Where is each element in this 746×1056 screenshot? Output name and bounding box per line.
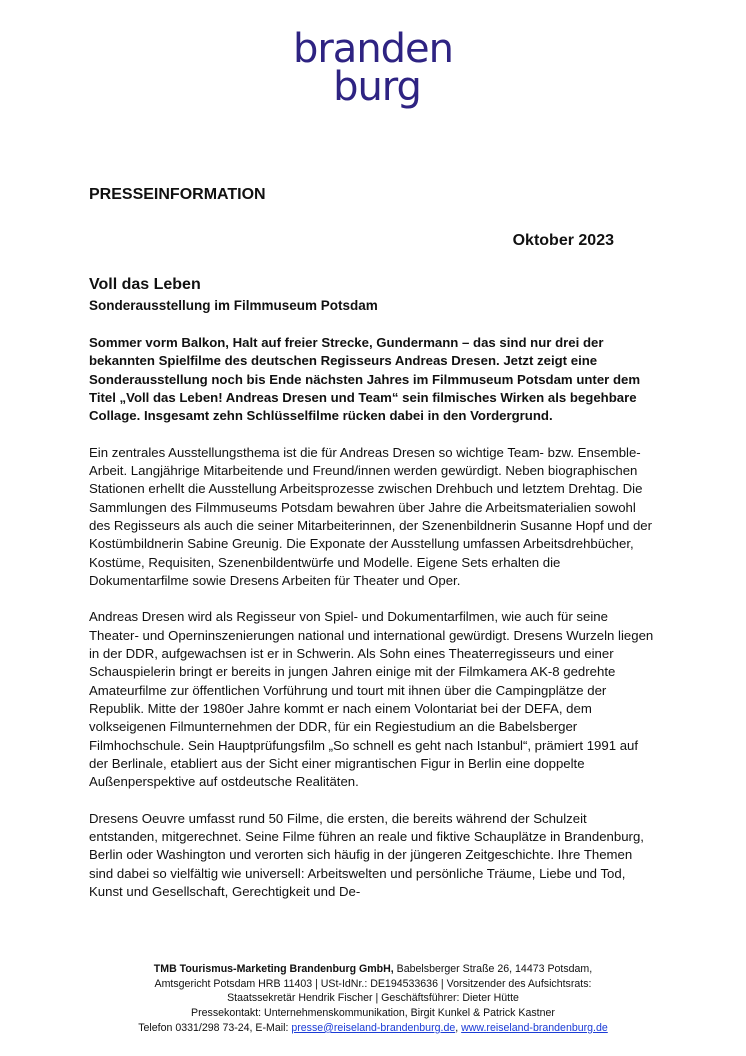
footer-company: TMB Tourismus-Marketing Brandenburg GmbH,	[153, 963, 394, 975]
footer-phone: Telefon 0331/298 73-24, E-Mail:	[138, 1021, 292, 1034]
email-link[interactable]: presse@reiseland-brandenburg.de	[291, 1021, 456, 1034]
website-link[interactable]: www.reiseland-brandenburg.de	[461, 1021, 608, 1034]
footer-separator: ,	[455, 1021, 462, 1034]
page-footer	[60, 962, 686, 1036]
footer-line-1	[60, 962, 686, 977]
lead-paragraph: Sommer vorm Balkon, Halt auf freier Strecke, Gundermann – das sind nur drei der bekannten Spielfilme des deutschen Regisseurs Andreas Dresen. Jetzt zeigt eine Sonderausstellung noch bis Ende nächsten Jahres im Filmmuseum Potsdam unter dem Titel „Voll das Leben! Andreas Dresen und Team“ sein filmisches Wirken als begehbare Collage. Insgesamt zehn Schlüsselfilme rücken dabei in den Vordergrund.	[89, 335, 641, 424]
document-date: Oktober 2023	[512, 232, 614, 249]
footer-line-3: Staatssekretär Hendrik Fischer | Geschäftsführer: Dieter Hütte	[227, 992, 519, 1005]
article-body	[89, 334, 659, 920]
document-label: PRESSEINFORMATION	[89, 186, 266, 203]
body-paragraph-2: Andreas Dresen wird als Regisseur von Spiel- und Dokumentarfilmen, wie auch für seine Theater- und Operninszenierungen national und international gewürdigt. Dresens Wurzeln liegen in der DDR, aufgewachsen ist er in Schwerin. Als Sohn eines Theaterregisseurs und einer Schauspielerin bringt er bereits in jungen Jahren einige mit der Filmkamera AK-8 gedrehte Amateurfilme zur öffentlichen Vorführung und tourt mit ihnen über die Campingplätze der Republik. Mitte der 1980er Jahre kommt er nach einem Volontariat bei der DEFA, dem volkseigenen Filmunternehmen der DDR, für ein Regiestudium an die Babelsberger Filmhochschule. Sein Hauptprüfungsfilm „So schnell es geht nach Istanbul“, prämiert 1991 auf der Berlinale, etabliert aus der Sicht einer migrantischen Figur in Berlin eine doppelte Außenperspektive auf ostdeutsche Realitäten.	[89, 609, 654, 790]
brand-logo	[0, 26, 746, 110]
page-subtitle: Sonderausstellung im Filmmuseum Potsdam	[89, 298, 378, 313]
footer-line-4: Pressekontakt: Unternehmenskommunikation, Birgit Kunkel & Patrick Kastner	[191, 1007, 555, 1020]
body-paragraph-3: Dresens Oeuvre umfasst rund 50 Filme, die ersten, die bereits während der Schulzeit entstanden, mitgerechnet. Seine Filme führen an reale und fiktive Schauplätze in Brandenburg, Berlin oder Washington und verorten sich häufig in der jüngeren Zeitgeschichte. Ihre Themen sind dabei so vielfältig wie universell: Arbeitswelten und persönliche Träume, Liebe und Tod, Kunst und Gesellschaft, Gerechtigkeit und De-	[89, 810, 644, 899]
logo-line-1: branden	[292, 26, 454, 72]
page-title: Voll das Leben	[89, 276, 201, 293]
footer-address: Babelsberger Straße 26, 14473 Potsdam,	[393, 963, 593, 975]
footer-line-5	[60, 1021, 686, 1036]
logo-line-2: burg	[333, 64, 421, 110]
footer-line-2: Amtsgericht Potsdam HRB 11403 | USt-IdNr.: DE194533636 | Vorsitzender des Aufsichtsrats:	[154, 977, 592, 990]
body-paragraph-1: Ein zentrales Ausstellungsthema ist die für Andreas Dresen so wichtige Team- bzw. Ensemble-Arbeit. Langjährige Mitarbeitende und Freund/innen werden gewürdigt. Neben biographischen Stationen erhellt die Ausstellung Arbeitsprozesse zwischen Drehbuch und letztem Drehtag. Die Sammlungen des Filmmuseums Potsdam bewahren über Jahre die Arbeitsmaterialien sowohl des Regisseurs als auch die seiner Mitarbeiterinnen, der Szenenbildnerin Susanne Hopf und der Kostümbildnerin Sabine Greunig. Die Exponate der Ausstellung umfassen Arbeitsdrehbücher, Kostüme, Requisiten, Szenenbildentwürfe und Modelle. Eigene Sets erhalten die Dokumentarfilme sowie Dresens Arbeiten für Theater und Oper.	[89, 444, 653, 588]
